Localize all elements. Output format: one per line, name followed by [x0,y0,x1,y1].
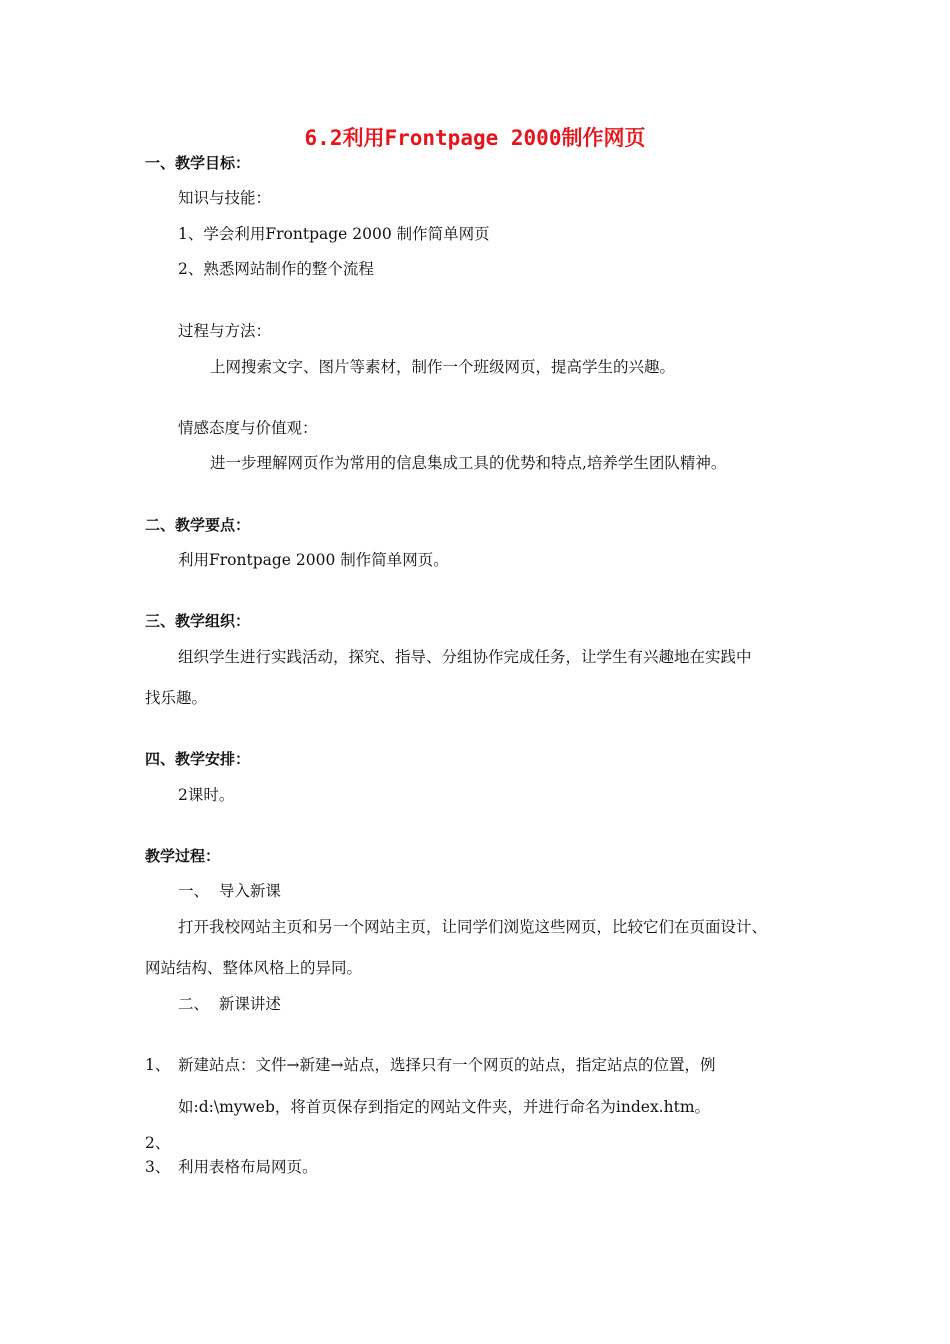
process-step2-label: 二、 新课讲述 [178,995,281,1013]
key-points-text: 利用Frontpage 2000 制作简单网页。 [178,551,449,569]
organization-text-line2: 找乐趣。 [145,689,208,707]
emotion-text: 进一步理解网页作为常用的信息集成工具的优势和特点,培养学生团队精神。 [210,454,727,472]
emotion-label: 情感态度与价值观： [178,419,318,437]
knowledge-label: 知识与技能： [178,189,272,207]
section-heading-key-points: 二、教学要点： [145,516,251,534]
process-text: 上网搜索文字、图片等素材，制作一个班级网页，提高学生的兴趣。 [210,358,676,376]
process-step1-text-line1: 打开我校网站主页和另一个网站主页，让同学们浏览这些网页，比较它们在页面设计、 [178,918,768,936]
process-item-2-number: 2、 [145,1134,171,1152]
section-heading-process: 教学过程： [145,847,221,865]
process-step1-label: 一、 导入新课 [178,882,281,900]
process-item-3-number: 3、 [145,1158,171,1176]
process-item-1-line2: 如:d:\myweb，将首页保存到指定的网站文件夹，并进行命名为index.htm。 [178,1098,711,1116]
process-item-3-line1: 利用表格布局网页。 [178,1158,318,1176]
knowledge-item-2: 2、熟悉网站制作的整个流程 [178,260,374,278]
organization-text-line1: 组织学生进行实践活动，探究、指导、分组协作完成任务，让学生有兴趣地在实践中 [178,648,752,666]
section-heading-organization: 三、教学组织： [145,612,251,630]
knowledge-item-1: 1、学会利用Frontpage 2000 制作简单网页 [178,225,490,243]
process-step1-text-line2: 网站结构、整体风格上的异同。 [145,959,363,977]
section-heading-arrangement: 四、教学安排： [145,750,251,768]
process-item-1-line1: 新建站点：文件→新建→站点，选择只有一个网页的站点，指定站点的位置，例 [178,1056,716,1074]
process-label: 过程与方法： [178,322,272,340]
section-heading-objectives: 一、教学目标： [145,154,251,172]
process-item-1-number: 1、 [145,1056,171,1074]
document-title: 6.2利用Frontpage 2000制作网页 [304,126,646,150]
arrangement-text: 2课时。 [178,786,235,804]
